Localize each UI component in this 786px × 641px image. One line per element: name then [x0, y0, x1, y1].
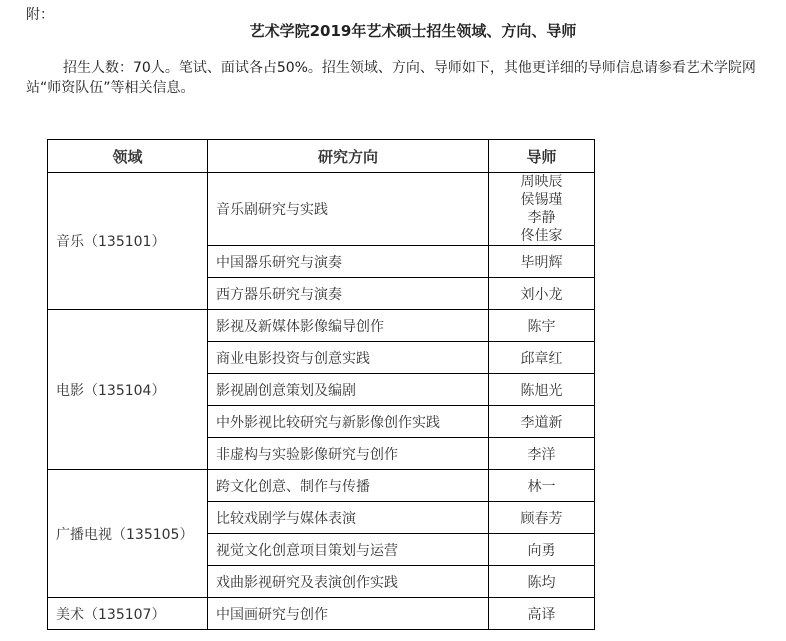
advisor-cell: 李洋 — [489, 438, 595, 470]
header-advisor: 导师 — [489, 140, 595, 173]
advisor-cell: 林一 — [489, 470, 595, 502]
page-title: 艺术学院2019年艺术硕士招生领域、方向、导师 — [249, 22, 577, 40]
direction-cell: 视觉文化创意项目策划与运营 — [208, 534, 489, 566]
table-row — [48, 310, 595, 342]
advisor-cell: 邱章红 — [489, 342, 595, 374]
table-header-row — [48, 140, 595, 173]
advisor-cell: 陈均 — [489, 566, 595, 598]
table-row — [48, 598, 595, 630]
advisor-cell: 高译 — [489, 598, 595, 630]
direction-cell: 跨文化创意、制作与传播 — [208, 470, 489, 502]
advisor-cell: 顾春芳 — [489, 502, 595, 534]
direction-cell: 影视剧创意策划及编剧 — [208, 374, 489, 406]
advisor-cell — [489, 173, 595, 246]
domain-cell: 音乐（135101） — [48, 173, 208, 310]
direction-cell: 西方器乐研究与演奏 — [208, 278, 489, 310]
advisor-name: 李静 — [527, 210, 556, 226]
direction-cell: 非虚构与实验影像研究与创作 — [208, 438, 489, 470]
domain-cell: 电影（135104） — [48, 310, 208, 470]
advisor-name: 侯锡瑾 — [520, 192, 563, 208]
intro-paragraph: 招生人数：70人。笔试、面试各占50%。招生领域、方向、导师如下，其他更详细的导师信息请参看艺术学院网站“师资队伍”等相关信息。 — [26, 60, 756, 96]
domain-cell: 广播电视（135105） — [48, 470, 208, 598]
appendix-label: 附： — [26, 7, 54, 23]
header-direction: 研究方向 — [208, 140, 489, 173]
advisor-name: 周映辰 — [520, 174, 563, 190]
direction-cell: 中国画研究与创作 — [208, 598, 489, 630]
domain-cell: 美术（135107） — [48, 598, 208, 630]
direction-cell: 戏曲影视研究及表演创作实践 — [208, 566, 489, 598]
direction-cell: 中国器乐研究与演奏 — [208, 246, 489, 278]
advisor-name: 佟佳家 — [520, 228, 563, 244]
direction-cell: 中外影视比较研究与新影像创作实践 — [208, 406, 489, 438]
advisor-cell: 李道新 — [489, 406, 595, 438]
admissions-table — [47, 139, 595, 630]
direction-cell: 商业电影投资与创意实践 — [208, 342, 489, 374]
advisor-cell: 向勇 — [489, 534, 595, 566]
advisor-cell: 陈宇 — [489, 310, 595, 342]
advisor-cell: 毕明辉 — [489, 246, 595, 278]
direction-cell: 影视及新媒体影像编导创作 — [208, 310, 489, 342]
direction-cell: 音乐剧研究与实践 — [208, 173, 489, 246]
table-row — [48, 470, 595, 502]
header-domain: 领域 — [48, 140, 208, 173]
direction-cell: 比较戏剧学与媒体表演 — [208, 502, 489, 534]
table-row — [48, 173, 595, 246]
advisor-cell: 陈旭光 — [489, 374, 595, 406]
advisor-cell: 刘小龙 — [489, 278, 595, 310]
